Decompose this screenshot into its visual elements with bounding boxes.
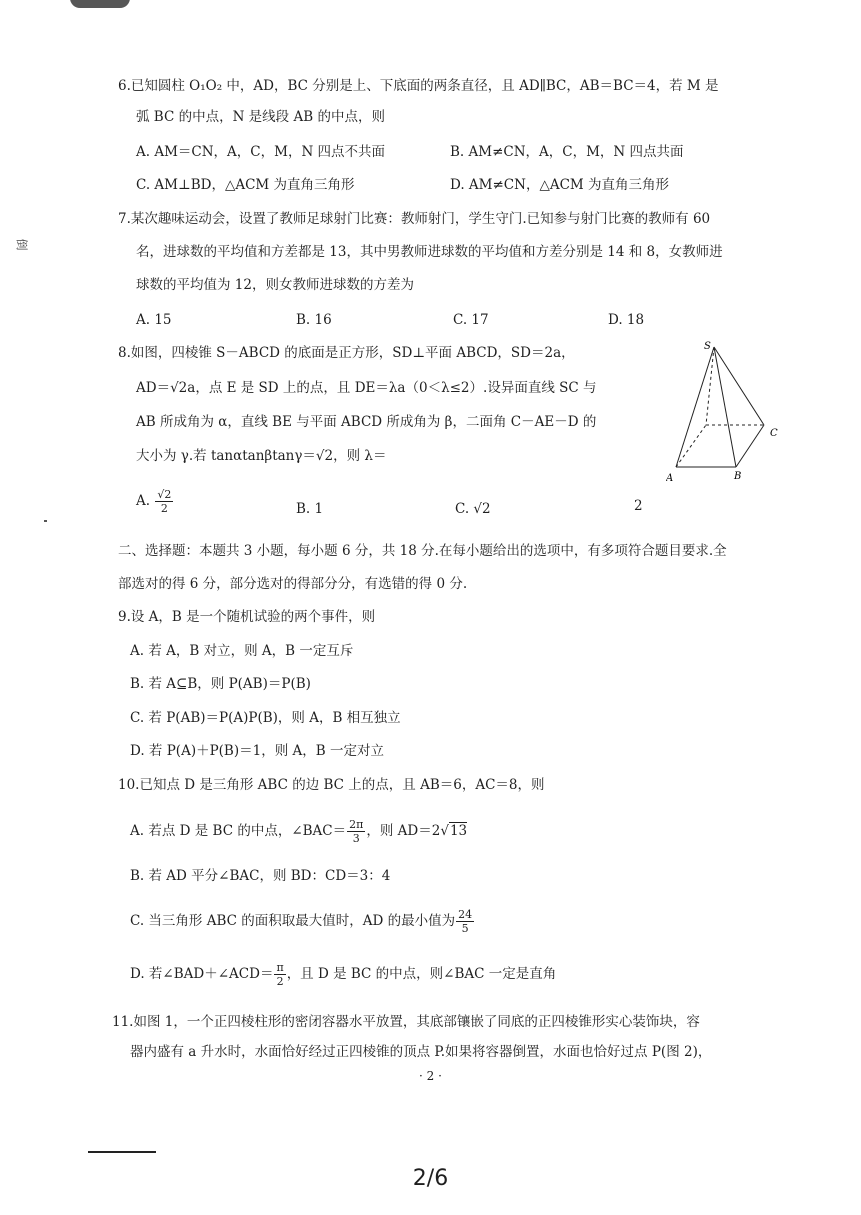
q10-option-a-root-sign: √: [440, 823, 449, 839]
page-footer: 2/6: [412, 1166, 449, 1191]
q10-option-d: [130, 961, 556, 988]
bottom-rule: [88, 1151, 156, 1153]
q10-option-d-denominator: 2: [276, 975, 284, 988]
q6-line1: 6.已知圆柱 O₁O₂ 中，AD，BC 分别是上、下底面的两条直径，且 AD∥BC，AB＝BC＝4，若 M 是: [118, 78, 719, 94]
q7-line3: 球数的平均值为 12，则女教师进球数的方差为: [136, 277, 414, 293]
q8-option-a: [136, 488, 174, 515]
q10-stem: 10.已知点 D 是三角形 ABC 的边 BC 上的点，且 AB＝6，AC＝8，则: [118, 777, 545, 793]
q9-option-c: C. 若 P(AB)＝P(A)P(B)，则 A，B 相互独立: [130, 710, 401, 726]
q8-option-a-numerator: √2: [157, 488, 172, 501]
q10-option-d-numerator: π: [276, 961, 284, 974]
edge-bc: [736, 425, 764, 467]
label-b: B: [734, 471, 742, 482]
q8-option-a-denominator: 2: [160, 502, 168, 515]
q11-line2: 器内盛有 a 升水时，水面恰好经过正四棱锥的顶点 P.如果将容器倒置，水面也恰好过点 P(图 2)，: [130, 1044, 712, 1060]
q10-option-a-pre: A. 若点 D 是 BC 的中点，∠BAC＝: [130, 823, 347, 839]
q7-option-a: A. 15: [136, 312, 172, 328]
q6-option-b: B. AM≠CN，A，C，M，N 四点共面: [450, 144, 684, 160]
q9-stem: 9.设 A，B 是一个随机试验的两个事件，则: [118, 609, 376, 625]
q7-option-d: D. 18: [608, 312, 645, 328]
q10-option-a-denominator: 3: [352, 832, 360, 845]
q8-line4: 大小为 γ.若 tanαtanβtanγ＝√2，则 λ＝: [136, 448, 387, 464]
q10-option-d-post: ，且 D 是 BC 的中点，则∠BAC 一定是直角: [286, 966, 557, 982]
label-c: C: [770, 428, 778, 439]
q6-option-d: D. AM≠CN，△ACM 为直角三角形: [450, 177, 670, 193]
q8-option-c: C. √2: [455, 501, 491, 517]
q7-option-b: B. 16: [296, 312, 332, 328]
q9-option-d: D. 若 P(A)＋P(B)＝1，则 A，B 一定对立: [130, 743, 384, 759]
q8-option-a-label: A.: [136, 493, 151, 509]
label-s: S: [704, 341, 711, 352]
q8-option-b: B. 1: [296, 501, 324, 517]
margin-dot: [44, 520, 47, 522]
q6-option-a: A. AM＝CN，A，C，M，N 四点不共面: [136, 144, 386, 160]
edge-ad: [676, 425, 706, 467]
q9-option-a: A. 若 A，B 对立，则 A，B 一定互斥: [130, 643, 354, 659]
q8-option-d: 2: [634, 498, 643, 514]
q10-option-d-fraction: [274, 961, 285, 988]
q10-option-a: [130, 818, 467, 845]
q10-option-c-numerator: 24: [458, 908, 473, 921]
q10-option-a-fraction: [347, 818, 365, 845]
q7-line2: 名，进球数的平均值和方差都是 13，其中男教师进球数的平均值和方差分别是 14 和 8，女教师进: [136, 244, 723, 260]
q10-option-d-pre: D. 若∠BAD＋∠ACD＝: [130, 966, 274, 982]
margin-mark: 倒: [14, 238, 29, 251]
q10-option-b: B. 若 AD 平分∠BAC，则 BD：CD＝3：4: [130, 868, 391, 884]
q10-option-a-radicand: 13: [449, 823, 468, 839]
q8-option-a-fraction: [155, 488, 173, 515]
q8-line1: 8.如图，四棱锥 S－ABCD 的底面是正方形，SD⊥平面 ABCD，SD＝2a，: [118, 345, 575, 361]
q7-option-c: C. 17: [453, 312, 489, 328]
q6-line2: 弧 BC 的中点，N 是线段 AB 的中点，则: [136, 109, 385, 125]
section2-heading-line2: 部选对的得 6 分，部分选对的得部分分，有选错的得 0 分.: [118, 576, 468, 592]
q8-line3: AB 所成角为 α，直线 BE 与平面 ABCD 所成角为 β，二面角 C－AE－D 的: [136, 414, 597, 430]
q11-line1: 11.如图 1，一个正四棱柱形的密闭容器水平放置，其底部镶嵌了同底的正四棱锥形实心装饰块，容: [112, 1014, 700, 1030]
section2-heading-line1: 二、选择题：本题共 3 小题，每小题 6 分，共 18 分.在每小题给出的选项中，有多项符合题目要求.全: [118, 543, 727, 559]
page-number: · 2 ·: [419, 1069, 442, 1083]
q9-option-b: B. 若 A⊆B，则 P(AB)＝P(B): [130, 676, 311, 692]
label-a: A: [666, 473, 674, 484]
q6-option-c: C. AM⊥BD，△ACM 为直角三角形: [136, 177, 355, 193]
q10-option-c-denominator: 5: [461, 922, 469, 935]
q8-line2: AD＝√2a，点 E 是 SD 上的点，且 DE＝λa（0＜λ≤2）.设异面直线 SC 与: [136, 380, 597, 396]
scan-corner-mark: [70, 0, 130, 8]
q10-option-a-mid: ，则 AD＝2: [366, 823, 441, 839]
q10-option-c: [130, 908, 475, 935]
q10-option-c-fraction: [456, 908, 474, 935]
q10-option-a-numerator: 2π: [349, 818, 364, 831]
pyramid-figure: [666, 337, 790, 489]
q10-option-c-pre: C. 当三角形 ABC 的面积取最大值时，AD 的最小值为: [130, 913, 456, 929]
q7-line1: 7.某次趣味运动会，设置了教师足球射门比赛：教师射门，学生守门.已知参与射门比赛的教师有 60: [118, 211, 711, 227]
